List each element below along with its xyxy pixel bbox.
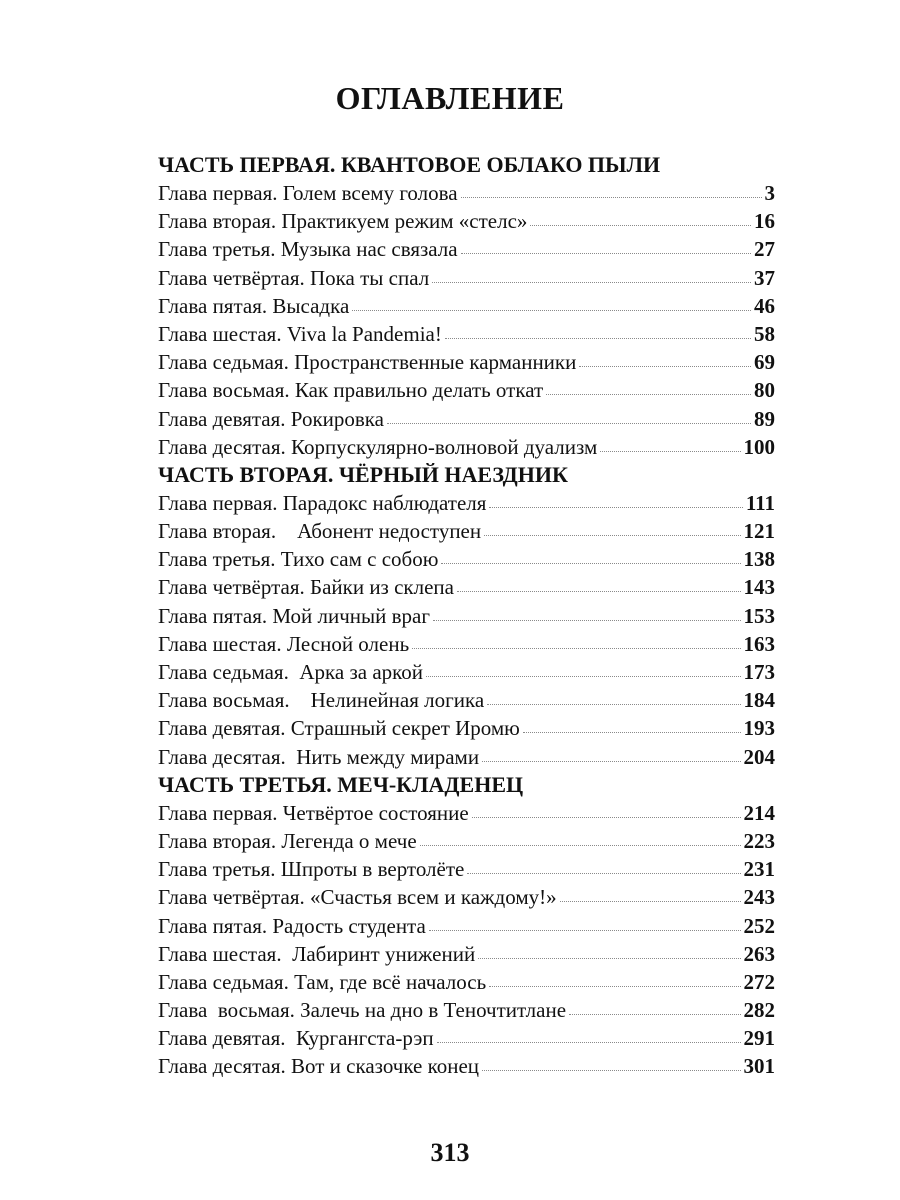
page-number: 313 xyxy=(430,1138,470,1167)
chapter-title: Глава восьмая. Как правильно делать откат xyxy=(158,378,544,403)
chapter-title: Глава шестая. Viva la Pandemia! xyxy=(158,321,442,346)
toc-entry xyxy=(158,686,775,714)
chapter-title: Глава пятая. Радость студента xyxy=(158,913,426,938)
chapter-title: Глава седьмая. Там, где всё началось xyxy=(158,969,487,994)
dot-leader xyxy=(482,761,740,762)
dot-leader xyxy=(461,197,762,198)
chapter-title: Глава десятая. Нить между мирами xyxy=(158,744,480,769)
chapter-page-number: 291 xyxy=(743,1026,775,1051)
chapter-title: Глава первая. Парадокс наблюдателя xyxy=(158,490,487,515)
chapter-page-number: 153 xyxy=(743,603,775,628)
part-heading: ЧАСТЬ ТРЕТЬЯ. МЕЧ-КЛАДЕНЕЦ xyxy=(158,771,524,797)
chapter-page-number: 3 xyxy=(764,181,775,205)
dot-leader xyxy=(546,394,751,395)
chapter-title: Глава третья. Музыка нас связала xyxy=(158,237,458,262)
chapter-page-number: 263 xyxy=(743,941,775,966)
toc-entry xyxy=(158,630,775,658)
toc-entry xyxy=(158,517,775,545)
chapter-page-number: 89 xyxy=(754,406,775,431)
chapter-title: Глава третья. Шпроты в вертолёте xyxy=(158,857,465,882)
chapter-page-number: 121 xyxy=(743,519,775,544)
dot-leader xyxy=(420,845,741,846)
toc-entry xyxy=(158,602,775,630)
dot-leader xyxy=(429,930,741,931)
chapter-page-number: 282 xyxy=(743,998,775,1023)
chapter-title: Глава седьмая. Арка за аркой xyxy=(158,660,424,684)
toc-entry xyxy=(158,799,775,827)
dot-leader xyxy=(352,310,751,311)
dot-leader xyxy=(523,732,741,733)
chapter-page-number: 301 xyxy=(743,1054,775,1079)
dot-leader xyxy=(387,423,751,424)
toc-entry xyxy=(158,573,775,601)
toc-entry xyxy=(158,489,775,517)
chapter-page-number: 100 xyxy=(743,434,775,459)
dot-leader xyxy=(487,704,740,705)
toc-entry xyxy=(158,348,775,376)
toc-entry xyxy=(158,743,775,771)
chapter-page-number: 184 xyxy=(743,688,775,713)
chapter-title: Глава первая. Голем всему голова xyxy=(158,181,458,205)
chapter-page-number: 16 xyxy=(754,209,775,234)
part-heading: ЧАСТЬ ПЕРВАЯ. КВАНТОВОЕ ОБЛАКО ПЫЛИ xyxy=(158,152,661,177)
dot-leader xyxy=(412,648,740,649)
toc-entry xyxy=(158,1052,775,1080)
chapter-page-number: 58 xyxy=(754,321,775,346)
chapter-title: Глава вторая. Абонент недоступен xyxy=(158,519,482,544)
dot-leader xyxy=(489,986,740,987)
chapter-page-number: 27 xyxy=(754,237,775,262)
chapter-title: Глава четвёртая. Байки из склепа xyxy=(158,575,454,600)
chapter-title: Глава восьмая. Нелинейная логика xyxy=(158,688,485,713)
toc-entry xyxy=(158,320,775,348)
toc-entry xyxy=(158,940,775,968)
chapter-title: Глава вторая. Легенда о мече xyxy=(158,828,417,853)
chapter-page-number: 163 xyxy=(743,631,775,656)
chapter-title: Глава пятая. Высадка xyxy=(158,293,350,318)
toc-entry xyxy=(158,405,775,433)
dot-leader xyxy=(467,873,740,874)
dot-leader xyxy=(478,958,740,959)
dot-leader xyxy=(530,225,751,226)
chapter-title: Глава девятая. Кургангста-рэп xyxy=(158,1026,434,1051)
toc-entry xyxy=(158,658,775,686)
chapter-page-number: 138 xyxy=(743,547,775,572)
toc-entry xyxy=(158,433,775,461)
toc-entry xyxy=(158,207,775,235)
chapter-title: Глава вторая. Практикуем режим «стелс» xyxy=(158,209,528,234)
toc-entry xyxy=(158,235,775,263)
chapter-page-number: 173 xyxy=(743,660,775,684)
toc-entry xyxy=(158,376,775,404)
toc-entry xyxy=(158,292,775,320)
chapter-page-number: 111 xyxy=(745,490,775,515)
chapter-page-number: 223 xyxy=(743,828,775,853)
toc-entry xyxy=(158,912,775,940)
chapter-page-number: 214 xyxy=(743,800,775,825)
dot-leader xyxy=(484,535,740,536)
chapter-title: Глава пятая. Мой личный враг xyxy=(158,603,430,628)
chapter-title: Глава четвёртая. Пока ты спал xyxy=(158,265,430,290)
chapter-page-number: 37 xyxy=(754,265,775,290)
dot-leader xyxy=(445,338,751,339)
chapter-title: Глава десятая. Вот и сказочке конец xyxy=(158,1054,480,1079)
chapter-page-number: 243 xyxy=(743,885,775,910)
toc-entry xyxy=(158,545,775,573)
chapter-title: Глава девятая. Рокировка xyxy=(158,406,385,431)
chapter-page-number: 80 xyxy=(754,378,775,403)
dot-leader xyxy=(569,1014,740,1015)
dot-leader xyxy=(432,282,751,283)
chapter-page-number: 69 xyxy=(754,350,775,375)
toc-entry xyxy=(158,264,775,292)
chapter-title: Глава шестая. Лабиринт унижений xyxy=(158,941,476,966)
toc-entry xyxy=(158,996,775,1024)
dot-leader xyxy=(472,817,741,818)
chapter-title: Глава седьмая. Пространственные карманники xyxy=(158,350,577,375)
chapter-page-number: 204 xyxy=(743,744,775,769)
dot-leader xyxy=(579,366,751,367)
chapter-title: Глава четвёртая. «Счастья всем и каждому!» xyxy=(158,885,557,910)
dot-leader xyxy=(560,901,741,902)
toc-entry xyxy=(158,968,775,996)
chapter-title: Глава шестая. Лесной олень xyxy=(158,631,410,656)
dot-leader xyxy=(433,620,741,621)
toc-entry xyxy=(158,179,775,207)
chapter-title: Глава девятая. Страшный секрет Иромю xyxy=(158,716,520,741)
page-title: ОГЛАВЛЕНИЕ xyxy=(335,80,565,116)
chapter-title: Глава десятая. Корпускулярно-волновой дуализм xyxy=(158,434,598,459)
dot-leader xyxy=(457,591,741,592)
toc-entry xyxy=(158,855,775,883)
chapter-page-number: 252 xyxy=(743,913,775,938)
table-of-contents xyxy=(158,151,775,1081)
part-heading: ЧАСТЬ ВТОРАЯ. ЧЁРНЫЙ НАЕЗДНИК xyxy=(158,461,568,487)
chapter-page-number: 231 xyxy=(743,857,775,882)
chapter-page-number: 193 xyxy=(743,716,775,741)
chapter-page-number: 143 xyxy=(743,575,775,600)
dot-leader xyxy=(426,676,740,677)
toc-entry xyxy=(158,827,775,855)
dot-leader xyxy=(600,451,740,452)
toc-entry xyxy=(158,883,775,911)
chapter-title: Глава первая. Четвёртое состояние xyxy=(158,800,469,825)
chapter-title: Глава третья. Тихо сам с собою xyxy=(158,547,439,572)
chapter-page-number: 272 xyxy=(743,969,775,994)
toc-entry xyxy=(158,1024,775,1052)
toc-entry xyxy=(158,714,775,742)
dot-leader xyxy=(461,253,751,254)
dot-leader xyxy=(482,1070,740,1071)
dot-leader xyxy=(489,507,742,508)
chapter-title: Глава восьмая. Залечь на дно в Теночтитлане xyxy=(158,998,567,1023)
chapter-page-number: 46 xyxy=(754,293,775,318)
dot-leader xyxy=(441,563,740,564)
dot-leader xyxy=(437,1042,741,1043)
